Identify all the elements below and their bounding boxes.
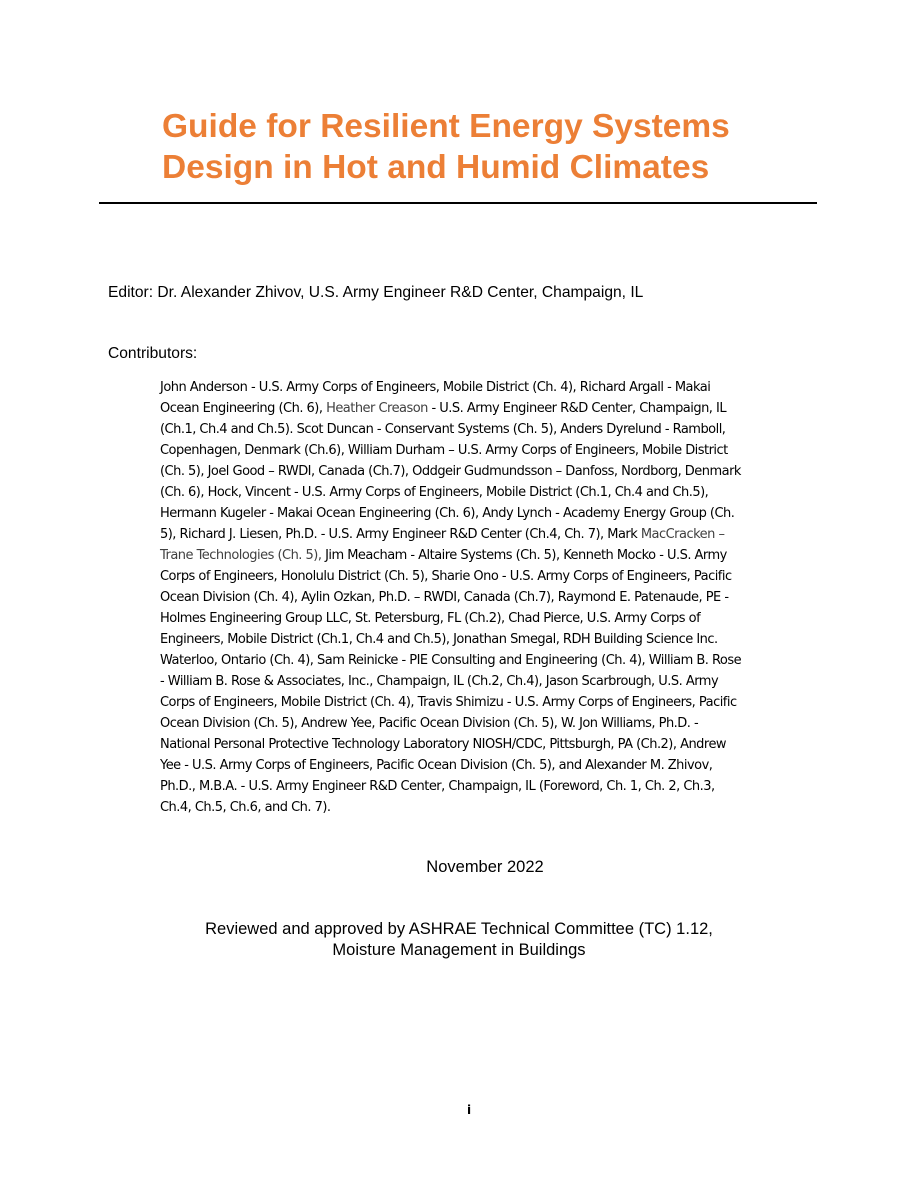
contributor-name-highlight: Trane Technologies (Ch. 5), xyxy=(160,548,326,563)
editor-line: Editor: Dr. Alexander Zhivov, U.S. Army Engineer R&D Center, Champaign, IL xyxy=(108,284,644,301)
contributor-text: Ocean Engineering (Ch. 6), xyxy=(160,401,327,416)
contributor-name-highlight: Heather Creason xyxy=(326,401,428,416)
title-divider xyxy=(99,202,817,204)
contributors-line xyxy=(160,566,820,587)
contributors-line xyxy=(160,629,820,650)
contributors-line xyxy=(160,776,820,797)
contributors-line xyxy=(160,419,820,440)
contributors-line xyxy=(160,482,820,503)
title-line-2: Design in Hot and Humid Climates xyxy=(162,149,710,186)
contributor-text: Jim Meacham - Altaire Systems (Ch. 5), Kenneth Mocko - U.S. Army xyxy=(325,548,727,563)
contributor-name-highlight: MacCracken – xyxy=(640,527,725,542)
contributor-text: Holmes Engineering Group LLC, St. Petersburg, FL (Ch.2), Chad Pierce, U.S. Army Corps of xyxy=(160,611,701,626)
contributors-line xyxy=(160,797,820,818)
contributors-list xyxy=(160,377,820,818)
contributor-text: Corps of Engineers, Mobile District (Ch. 4), Travis Shimizu - U.S. Army Corps of Engineers, Pacific xyxy=(160,695,737,710)
contributors-line xyxy=(160,755,820,776)
contributor-text: - William B. Rose & Associates, Inc., Champaign, IL (Ch.2, Ch.4), Jason Scarbrough, U.S. Army xyxy=(160,674,719,689)
contributors-line xyxy=(160,398,820,419)
contributors-line xyxy=(160,461,820,482)
publication-date: November 2022 xyxy=(426,858,544,876)
review-line-1: Reviewed and approved by ASHRAE Technical Committee (TC) 1.12, xyxy=(205,920,713,938)
contributors-line xyxy=(160,671,820,692)
contributors-line xyxy=(160,545,820,566)
contributor-text: Copenhagen, Denmark (Ch.6), William Durham – U.S. Army Corps of Engineers, Mobile District xyxy=(160,443,728,458)
review-line-2: Moisture Management in Buildings xyxy=(332,941,586,959)
contributor-text: John Anderson - U.S. Army Corps of Engineers, Mobile District (Ch. 4), Richard Argall - Makai xyxy=(160,380,711,395)
contributor-text: (Ch. 5), Joel Good – RWDI, Canada (Ch.7), Oddgeir Gudmundsson – Danfoss, Nordborg, Denmark xyxy=(160,464,741,479)
contributor-text: Corps of Engineers, Honolulu District (Ch. 5), Sharie Ono - U.S. Army Corps of Engineers, Pacific xyxy=(160,569,732,584)
contributors-line xyxy=(160,650,820,671)
contributor-text: Ph.D., M.B.A. - U.S. Army Engineer R&D Center, Champaign, IL (Foreword, Ch. 1, Ch. 2, Ch.3, xyxy=(160,779,715,794)
contributor-text: 5), Richard J. Liesen, Ph.D. - U.S. Army Engineer R&D Center (Ch.4, Ch. 7), Mark xyxy=(160,527,641,542)
contributor-text: Hermann Kugeler - Makai Ocean Engineering (Ch. 6), Andy Lynch - Academy Energy Group (Ch. xyxy=(160,506,735,521)
contributor-text: Ocean Division (Ch. 5), Andrew Yee, Pacific Ocean Division (Ch. 5), W. Jon Williams, Ph.D. - xyxy=(160,716,699,731)
contributor-text: Ocean Division (Ch. 4), Aylin Ozkan, Ph.D. – RWDI, Canada (Ch.7), Raymond E. Patenaude, PE - xyxy=(160,590,729,605)
contributor-text: Engineers, Mobile District (Ch.1, Ch.4 and Ch.5), Jonathan Smegal, RDH Building Science Inc. xyxy=(160,632,718,647)
review-statement xyxy=(0,919,918,961)
contributor-text: Ch.4, Ch.5, Ch.6, and Ch. 7). xyxy=(160,800,331,815)
contributor-text: - U.S. Army Engineer R&D Center, Champaign, IL xyxy=(427,401,727,416)
contributors-line xyxy=(160,692,820,713)
contributor-text: (Ch. 6), Hock, Vincent - U.S. Army Corps of Engineers, Mobile District (Ch.1, Ch.4 and Ch.5), xyxy=(160,485,709,500)
title-line-1: Guide for Resilient Energy Systems xyxy=(162,108,730,145)
contributor-text: (Ch.1, Ch.4 and Ch.5). Scot Duncan - Conservant Systems (Ch. 5), Anders Dyrelund - Ramboll, xyxy=(160,422,726,437)
contributors-line xyxy=(160,587,820,608)
contributors-heading: Contributors: xyxy=(108,345,198,362)
contributors-line xyxy=(160,377,820,398)
contributor-text: Yee - U.S. Army Corps of Engineers, Pacific Ocean Division (Ch. 5), and Alexander M. Zhivov, xyxy=(160,758,713,773)
contributors-line xyxy=(160,734,820,755)
contributors-line xyxy=(160,440,820,461)
document-title xyxy=(162,106,842,188)
contributors-line xyxy=(160,608,820,629)
contributor-text: National Personal Protective Technology Laboratory NIOSH/CDC, Pittsburgh, PA (Ch.2), Andrew xyxy=(160,737,727,752)
contributors-line xyxy=(160,503,820,524)
contributor-text: Waterloo, Ontario (Ch. 4), Sam Reinicke - PIE Consulting and Engineering (Ch. 4), William B. Rose xyxy=(160,653,742,668)
page-number: i xyxy=(466,1103,472,1117)
contributors-line xyxy=(160,713,820,734)
contributors-line xyxy=(160,524,820,545)
